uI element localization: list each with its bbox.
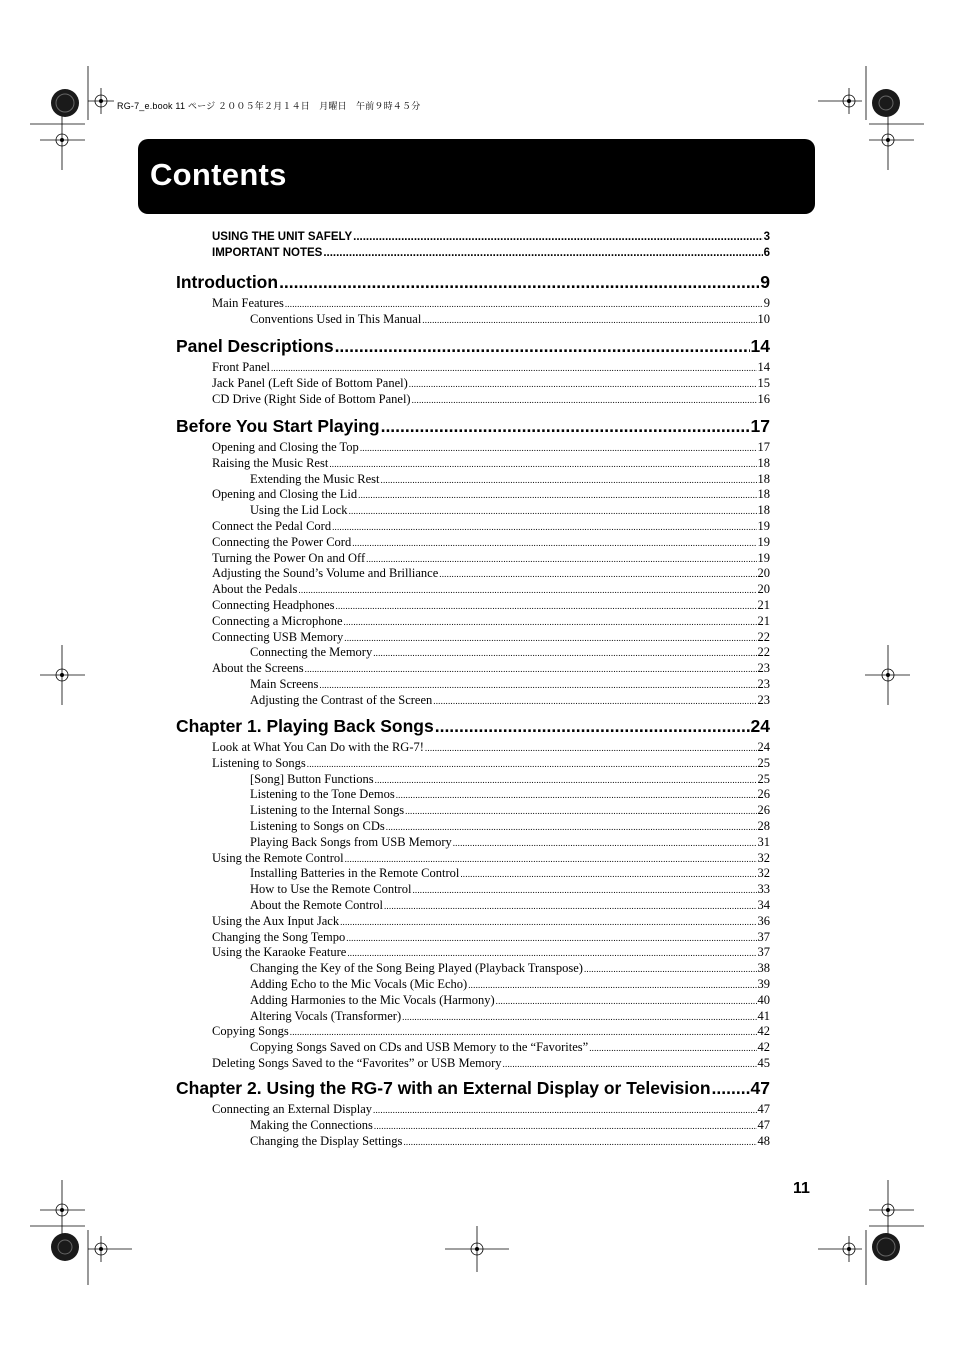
toc-section-heading[interactable] [176,416,770,437]
toc-subentry[interactable] [250,312,770,327]
toc-entry[interactable] [212,519,770,534]
toc-page-number: 24 [757,740,770,754]
toc-page-number: 47 [750,1078,770,1098]
toc-entry-label: Changing the Display Settings [250,1133,403,1148]
toc-subentry[interactable] [250,693,770,708]
toc-entry-label: Chapter 1. Playing Back Songs [176,716,434,736]
toc-page-number: 16 [757,391,770,406]
toc-entry[interactable] [212,945,770,960]
toc-entry-label: Adding Echo to the Mic Vocals (Mic Echo) [250,977,468,991]
toc-page-number: 37 [757,929,770,944]
toc-entry[interactable] [212,914,770,929]
toc-page-number: 17 [757,440,770,454]
toc-page-number: 42 [757,1024,770,1039]
toc-entry-label: Opening and Closing the Lid [212,487,358,502]
toc-entry[interactable] [212,487,770,502]
toc-entry-label: Connect the Pedal Cord [212,519,332,533]
toc-entry-label: Making the Connections [250,1117,373,1132]
dot-leader [496,996,757,1006]
toc-page-number: 6 [763,247,770,259]
dot-leader [349,506,757,516]
toc-page-number: 48 [757,1133,770,1148]
toc-entry-label: Adding Harmonies to the Mic Vocals (Harmony) [250,992,495,1007]
toc-page-number: 3 [763,231,770,243]
dot-leader [384,901,757,911]
dot-leader [412,885,756,895]
dot-leader [381,475,757,485]
toc-subentry[interactable] [250,803,770,818]
dot-leader [433,696,756,706]
toc-entry[interactable] [212,566,770,581]
dot-leader [271,363,757,373]
toc-page-number: 23 [757,661,770,676]
toc-subentry[interactable] [250,1009,770,1024]
toc-section-heading[interactable] [176,1078,770,1099]
toc-entry[interactable] [212,598,770,613]
dot-leader [332,522,756,532]
toc-page-number: 15 [757,375,770,390]
toc-page-number: 25 [757,755,770,770]
toc-entry-label: Changing the Song Tempo [212,929,346,944]
dot-leader [412,395,757,405]
dot-leader [375,775,757,785]
dot-leader [453,838,757,848]
toc-entry-label: Connecting the Power Cord [212,534,352,549]
toc-page-number: 33 [757,882,770,897]
toc-subentry[interactable] [250,819,770,834]
toc-page-number: 32 [757,866,770,881]
toc-page-number: 39 [757,977,770,991]
toc-entry-label: Extending the Music Rest [250,471,380,486]
toc-subentry[interactable] [250,772,770,787]
toc-entry[interactable] [212,440,770,455]
dot-leader [279,272,759,293]
toc-entry-label: Altering Vocals (Transformer) [250,1008,402,1023]
toc-page-number: 31 [757,834,770,849]
toc-page-number: 21 [757,613,770,628]
toc-entry-label: Listening to Songs [212,755,306,770]
toc-page-number: 14 [757,360,770,374]
toc-page-number: 24 [750,716,770,736]
toc-entry-label: Chapter 2. Using the RG-7 with an External Display or Television [176,1078,711,1098]
toc-subentry[interactable] [250,898,770,913]
dot-leader [405,806,756,816]
dot-leader [347,948,756,958]
toc-entry-label: USING THE UNIT SAFELY [212,231,353,243]
dot-leader [344,633,756,643]
toc-entry[interactable] [212,614,770,629]
toc-entry-label: Changing the Key of the Song Being Played (Playback Transpose) [250,961,583,976]
dot-leader [344,617,757,627]
toc-page-number: 19 [757,519,770,533]
toc-entry-label: IMPORTANT NOTES [212,247,323,259]
toc-subentry[interactable] [250,1040,770,1055]
toc-entry[interactable] [212,661,770,676]
toc-subentry[interactable] [250,787,770,802]
dot-leader [503,1059,757,1069]
dot-leader [584,964,757,974]
toc-entry-label: CD Drive (Right Side of Bottom Panel) [212,391,411,406]
toc-subentry[interactable] [250,677,770,692]
toc-entry-label: Main Features [212,296,284,310]
toc-entry[interactable] [212,456,770,471]
toc-entry[interactable] [212,376,770,391]
dot-leader [366,554,756,564]
dot-leader [435,716,750,737]
dot-leader [422,315,756,325]
file-header: RG-7_e.book 11 ページ ２００５年２月１４日 月曜日 午前９時４５分 [117,101,421,111]
toc-entry-label: Before You Start Playing [176,416,380,436]
page-title: Contents [150,157,287,192]
dot-leader [439,569,756,579]
toc-page-number: 20 [757,582,770,597]
toc-entry-label: Raising the Music Rest [212,455,329,470]
toc-page-number: 9 [763,296,770,310]
toc-entry[interactable] [212,756,770,771]
toc-page-number: 34 [757,898,770,912]
toc-page-number: 17 [750,416,770,436]
toc-entry-label: Look at What You Can Do with the RG-7! [212,740,424,754]
dot-leader [319,680,756,690]
toc-subentry[interactable] [250,993,770,1008]
toc-front-entry[interactable] [212,247,770,259]
toc-entry-label: About the Screens [212,661,304,676]
dot-leader [712,1078,750,1099]
toc-entry-label: Connecting a Microphone [212,613,343,628]
toc-page-number: 19 [757,550,770,565]
toc-entry-label: Opening and Closing the Top [212,440,359,454]
dot-leader [285,299,763,309]
toc-page-number: 42 [757,1040,770,1055]
dot-leader [373,648,756,658]
toc-page-number: 25 [757,771,770,786]
toc-section-heading[interactable] [176,336,770,357]
toc-page-number: 22 [757,629,770,644]
toc-page-number: 18 [757,487,770,502]
toc-entry-label: About the Pedals [212,582,298,597]
toc-entry[interactable] [212,851,770,866]
toc-entry-label: Main Screens [250,677,319,691]
toc-entry-label: Panel Descriptions [176,336,334,356]
toc-entry-label: Connecting USB Memory [212,629,344,644]
toc-subentry[interactable] [250,882,770,897]
toc-subentry[interactable] [250,645,770,660]
toc-entry-label: Using the Remote Control [212,850,344,865]
toc-entry[interactable] [212,392,770,407]
toc-page-number: 37 [757,945,770,960]
toc-page-number: 36 [757,913,770,928]
toc-entry-label: Connecting an External Display [212,1102,373,1116]
dot-leader [298,585,756,595]
dot-leader [336,601,757,611]
dot-leader [340,917,756,927]
dot-leader [353,231,762,243]
toc-entry-label: Turning the Power On and Off [212,550,366,565]
toc-entry[interactable] [212,740,770,755]
dot-leader [403,1137,756,1147]
dot-leader [307,759,757,769]
dot-leader [305,664,757,674]
toc-subentry[interactable] [250,866,770,881]
toc-entry-label: How to Use the Remote Control [250,882,412,897]
toc-entry-label: Copying Songs [212,1024,289,1039]
toc-page-number: 40 [757,992,770,1007]
toc-subentry[interactable] [250,835,770,850]
toc-subentry[interactable] [250,472,770,487]
toc-page-number: 41 [757,1008,770,1023]
dot-leader [352,538,756,548]
toc-entry[interactable] [212,551,770,566]
dot-leader [335,336,750,357]
toc-entry-label: Installing Batteries in the Remote Control [250,866,460,881]
toc-page-number: 18 [757,471,770,486]
toc-section-heading[interactable] [176,716,770,737]
dot-leader [346,933,756,943]
toc-entry[interactable] [212,296,770,311]
toc-entry-label: Adjusting the Contrast of the Screen [250,692,433,707]
dot-leader [323,247,762,259]
dot-leader [290,1027,757,1037]
toc-entry[interactable] [212,1024,770,1039]
dot-leader [360,443,757,453]
toc-entry[interactable] [212,1102,770,1117]
toc-page-number: 26 [757,803,770,818]
toc-page-number: 47 [757,1102,770,1116]
toc-subentry[interactable] [250,503,770,518]
dot-leader [381,416,750,437]
toc-page-number: 23 [757,692,770,707]
dot-leader [460,869,756,879]
toc-entry[interactable] [212,360,770,375]
toc-page-number: 32 [757,850,770,865]
toc-entry-label: [Song] Button Functions [250,771,374,786]
toc-entry-label: Using the Karaoke Feature [212,945,347,960]
toc-entry-label: Adjusting the Sound’s Volume and Brilliance [212,566,439,581]
toc-entry[interactable] [212,930,770,945]
toc-page-number: 28 [757,819,770,833]
toc-subentry[interactable] [250,1134,770,1149]
toc-page-number: 19 [757,534,770,549]
toc-entry-label: Deleting Songs Saved to the “Favorites” or USB Memory [212,1056,502,1070]
toc-page-number: 14 [750,336,770,356]
toc-entry-label: Playing Back Songs from USB Memory [250,834,452,849]
toc-entry-label: Connecting Headphones [212,598,335,612]
toc-entry-label: Using the Aux Input Jack [212,913,340,928]
dot-leader [409,379,757,389]
dot-leader [374,1121,757,1131]
toc-page-number: 9 [760,272,770,292]
toc-subentry[interactable] [250,961,770,976]
toc-page-number: 23 [757,677,770,691]
toc-page-number: 10 [757,311,770,326]
toc-entry-label: Introduction [176,272,279,292]
toc-entry-label: Listening to Songs on CDs [250,819,385,833]
toc-entry-label: Listening to the Internal Songs [250,803,405,818]
page-number: 11 [793,1180,810,1197]
toc-page-number: 21 [757,598,770,612]
toc-entry-label: About the Remote Control [250,898,383,912]
toc-page-number: 22 [757,645,770,660]
toc-section-heading[interactable] [176,272,770,293]
toc-page-number: 38 [757,961,770,976]
toc-entry-label: Using the Lid Lock [250,503,348,518]
dot-leader [345,854,757,864]
toc-page-number: 18 [757,503,770,518]
toc-entry-label: Listening to the Tone Demos [250,787,395,802]
toc-entry[interactable] [212,1056,770,1071]
toc-entry[interactable] [212,535,770,550]
toc-page-number: 20 [757,566,770,581]
toc-page-number: 47 [757,1117,770,1132]
title-bar [138,139,815,214]
toc-entry[interactable] [212,582,770,597]
dot-leader [358,490,756,500]
toc-entry[interactable] [212,630,770,645]
dot-leader [468,980,756,990]
toc-subentry[interactable] [250,977,770,992]
toc-front-entry[interactable] [212,231,770,243]
toc-page-number: 18 [757,455,770,470]
toc-page-number: 45 [757,1056,770,1070]
dot-leader [396,790,757,800]
toc-entry-label: Connecting the Memory [250,645,373,660]
dot-leader [329,459,756,469]
dot-leader [425,743,757,753]
dot-leader [402,1012,756,1022]
toc-entry-label: Copying Songs Saved on CDs and USB Memory to the “Favorites” [250,1040,589,1055]
dot-leader [386,822,757,832]
toc-entry-label: Conventions Used in This Manual [250,311,422,326]
toc-subentry[interactable] [250,1118,770,1133]
dot-leader [589,1043,756,1053]
dot-leader [373,1105,756,1115]
toc-entry-label: Front Panel [212,360,270,374]
toc-entry-label: Jack Panel (Left Side of Bottom Panel) [212,375,408,390]
toc-page-number: 26 [757,787,770,802]
